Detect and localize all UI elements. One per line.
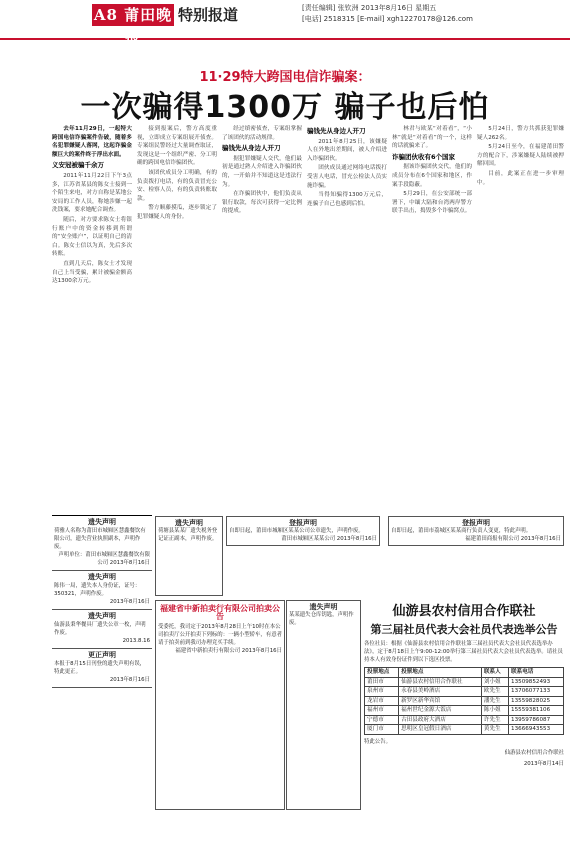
lost-notice-body: 某某遗失仓库钥匙，声明作废。 [289, 612, 354, 626]
table-cell: 刘小姐 [481, 677, 508, 687]
classified-notice [52, 571, 152, 610]
article-subheading: 诈骗团伙收有6个国家 [392, 152, 456, 161]
table-cell: 福州世纪金源大饭店 [399, 706, 482, 716]
middle-notice-body: 自即日起，莆田市城厢区某某公司公章遗失，声明作废。 [229, 528, 364, 534]
article-subheading: 义安冠被骗千余万 [52, 161, 104, 170]
table-row [365, 687, 564, 697]
table-cell: 欧先生 [481, 687, 508, 697]
table-row [365, 677, 564, 687]
article-paragraph: 5月29日，在公安部统一部署下，中缅大陆和台湾两岸警方联手出击，捣毁多个诈骗窝点。 [392, 191, 472, 215]
article-subheading: 骗钱先从身边人开刀 [222, 144, 281, 153]
article-column-4 [307, 125, 387, 510]
notice-body: 本报于8月15日刊登的遗失声明有误，特此更正。 [54, 661, 146, 675]
table-header: 联系人 [481, 668, 508, 678]
table-row [365, 715, 564, 725]
small-notice [155, 516, 223, 596]
article-paragraph: 接到报案后，警方高度重视，立即成立专案组展开侦查。专案组民警经过大量调查取证，发现这是一个组织严密、分工明确的跨国电信诈骗团伙。 [137, 126, 217, 167]
middle-notice-date: 莆田市城厢区某某公司 2013年8月16日 [281, 536, 377, 542]
table-cell: 思明区皇冠假日酒店 [399, 725, 482, 735]
article-paragraph: 经过缜密侦查，专案组掌握了该团伙的活动规律。 [222, 126, 302, 141]
table-cell: 陈小姐 [481, 706, 508, 716]
table-cell: 莆田市 [365, 677, 399, 687]
headline-subtitle: 11·29特大跨国电信诈骗案： [199, 70, 371, 85]
masthead [0, 0, 570, 46]
table-cell: 13706077133 [509, 687, 564, 697]
small-notice-title: 遗失声明 [175, 519, 203, 527]
notice-title: 遗失声明 [88, 518, 116, 526]
table-cell: 厦门市 [365, 725, 399, 735]
middle-notice-title: 登报声明 [289, 519, 317, 527]
article-paragraph: 在诈骗团伙中，他们负责从银行取款，每次可获得一定比例的提成。 [222, 191, 302, 215]
small-notice-body: 荷塘县某某厂遗失税务登记证正副本，声明作废。 [158, 528, 218, 542]
section-title: 特别报道 [178, 6, 239, 24]
article-paragraph: 警方顺藤摸瓜，逐步锁定了犯罪嫌疑人的身份。 [137, 205, 217, 220]
bank-footer-note: 特此公告。 [364, 738, 391, 745]
headline-title: 一次骗得1300万 骗子也后怕 [80, 90, 490, 125]
article-column-5 [392, 125, 472, 510]
notice-body: 仙游县秉华餐具厂遗失公章一枚，声明作废。 [54, 622, 146, 636]
table-cell: 龙岩市 [365, 696, 399, 706]
bank-intro: 各位社员：根据《仙游县农村信用合作联社第三届社员代表大会社员代表选举办法》，定于8月18日上午9:00-12:00举行第三届社员代表大会社员代表选举。请社员持本人有效身份证件到以下选区投票。 [364, 641, 563, 663]
article-paragraph: 林君与欧某“对着看”，“小林”就是“对着看”的一个，这样的话就骗来了。 [392, 126, 472, 150]
table-cell: 13666943553 [509, 725, 564, 735]
table-cell: 泉州市 [365, 687, 399, 697]
table-cell: 永春县美岭酒店 [399, 687, 482, 697]
editor-info: [责任编辑] 张钦洲 2013年8月16日 星期五 [302, 4, 437, 12]
main-article [52, 125, 564, 510]
table-cell: 古田县政府大酒店 [399, 715, 482, 725]
notice-body: 荷雅人名称为莆田市城厢区慧鑫餐饮有限公司，遗失营业执照副本，声明作废。 [54, 528, 146, 550]
polling-table [364, 667, 564, 735]
lost-notice-title: 遗失声明 [309, 603, 338, 611]
article-paragraph: 2011年11月22日下午3点多，江苏省某县的陈女士接到一个陌生来电，对方自称是某地公安局的工作人员，称她涉嫌一起洗钱案，要求她配合调查。 [52, 172, 132, 214]
article-lead: 去年11月29日，一起特大跨国电信诈骗案件告破，随着多名犯罪嫌疑人落网，这起诈骗金额巨大的案件终于浮出水面。 [52, 126, 132, 158]
notice-title: 遗失声明 [88, 612, 116, 620]
table-cell: 宁德市 [365, 715, 399, 725]
auction-notice [155, 600, 285, 810]
table-header: 联系电话 [509, 668, 564, 678]
table-row [365, 725, 564, 735]
article-column-2 [137, 125, 217, 510]
article-column-1 [52, 125, 132, 510]
newspaper-logo: A8 莆田晚报 [93, 6, 173, 46]
right-notice-date: 福建莆田商报有限公司 2013年8月16日 [465, 536, 561, 542]
article-paragraph: 据犯罪嫌疑人交代，他们最初是通过熟人介绍进入诈骗团伙的，一开始并不知道这是违法行为。 [222, 155, 302, 188]
table-cell: 福州市 [365, 706, 399, 716]
article-column-3 [222, 125, 302, 510]
middle-notice [226, 516, 380, 546]
masthead-info [302, 3, 562, 25]
article-paragraph: 直到几天后，陈女士才发现自己上当受骗，累计被骗金额高达1300余万元。 [52, 260, 132, 285]
contact-info: [电话] 2518315 [E-mail] xgh12270178@126.com [302, 15, 473, 23]
auction-notice-title: 福建省中新拍卖行有限公司拍卖公告 [160, 604, 280, 621]
bank-subtitle: 第三届社员代表大会社员代表选举公告 [370, 623, 558, 636]
right-notice-title: 登报声明 [462, 519, 490, 527]
article-paragraph: 2011年8月25日，该嫌疑人在外地出差期间，被人介绍进入诈骗团伙。 [307, 138, 387, 162]
table-cell: 新罗区新华宾馆 [399, 696, 482, 706]
article-paragraph: 团伙成员通过网络电话拨打受害人电话，冒充公检法人员实施诈骗。 [307, 165, 387, 189]
table-cell: 13509852493 [509, 677, 564, 687]
auction-notice-date: 福建省中新拍卖行有限公司 2013年8月16日 [175, 648, 282, 654]
table-header: 投票地点 [365, 668, 399, 678]
article-paragraph: 目前，此案正在进一步审理中。 [477, 170, 564, 186]
table-cell: 13559828025 [509, 696, 564, 706]
table-cell: 许先生 [481, 715, 508, 725]
auction-notice-body: 受委托，我司定于2013年8月28日上午10时在本公司拍卖厅公开拍卖下列标的：一辆小型轿车，有意者请于拍卖前到我司办理竞买手续。 [158, 624, 282, 646]
article-paragraph: 当得知骗得1300万元后，连骗子自己也感到后怕。 [307, 192, 387, 207]
article-paragraph: 5月24日至今，在福建莆田警方的配合下，涉案嫌疑人陆续被押解回国。 [477, 144, 564, 168]
bank-footer-date: 2013年8月14日 [523, 760, 564, 767]
article-paragraph: 该团伙成员分工明确，有的负责拨打电话，有的负责冒充公安、检察人员，有的负责转账取款。 [137, 169, 217, 202]
notice-date: 2013年8月16日 [109, 677, 150, 683]
right-notice [388, 516, 564, 546]
notice-date: 声明单位：莆田市城厢区慧鑫餐饮有限公司 2013年8月16日 [58, 552, 150, 566]
notice-date: 2013.8.16 [122, 638, 150, 644]
notice-date: 2013年8月16日 [109, 599, 150, 605]
classified-notice [52, 649, 152, 688]
classified-notice [52, 610, 152, 649]
notice-body: 陈伟一局，遗失本人身份证，证号：350321，声明作废。 [54, 583, 141, 597]
table-row [365, 696, 564, 706]
lost-notice [286, 600, 361, 810]
article-paragraph: 5月24日，警方共抓获犯罪嫌疑人262名。 [477, 126, 564, 141]
notice-title: 更正声明 [88, 651, 116, 659]
table-cell: 黄先生 [481, 725, 508, 735]
notice-title: 遗失声明 [88, 573, 116, 581]
left-notices [52, 515, 152, 846]
article-paragraph: 据该诈骗团伙交代，他们的成员分布在6个国家和地区，作案手段隐蔽。 [392, 164, 472, 188]
table-cell: 仙游县农村信用合作联社 [399, 677, 482, 687]
table-cell: 13959786087 [509, 715, 564, 725]
table-cell: 15559381106 [509, 706, 564, 716]
article-subheading: 骗钱先从身边人开刀 [307, 127, 366, 135]
bank-footer-org: 仙游县农村信用合作联社 [504, 749, 564, 756]
table-cell: 潘先生 [481, 696, 508, 706]
right-notice-body: 自即日起，莆田市荔城区某某商行负责人变更，特此声明。 [391, 528, 532, 534]
article-paragraph: 随后，对方要求陈女士将银行账户中的资金转移到所谓的“安全账户”，以证明自己的清白。陈女士信以为真，先后多次转账。 [52, 216, 132, 258]
article-column-6 [477, 125, 564, 510]
table-header: 投票地点 [399, 668, 482, 678]
bank-election-notice [364, 600, 564, 840]
classified-notice [52, 516, 152, 571]
table-row [365, 706, 564, 716]
bank-title: 仙游县农村信用合作联社 [392, 604, 536, 619]
